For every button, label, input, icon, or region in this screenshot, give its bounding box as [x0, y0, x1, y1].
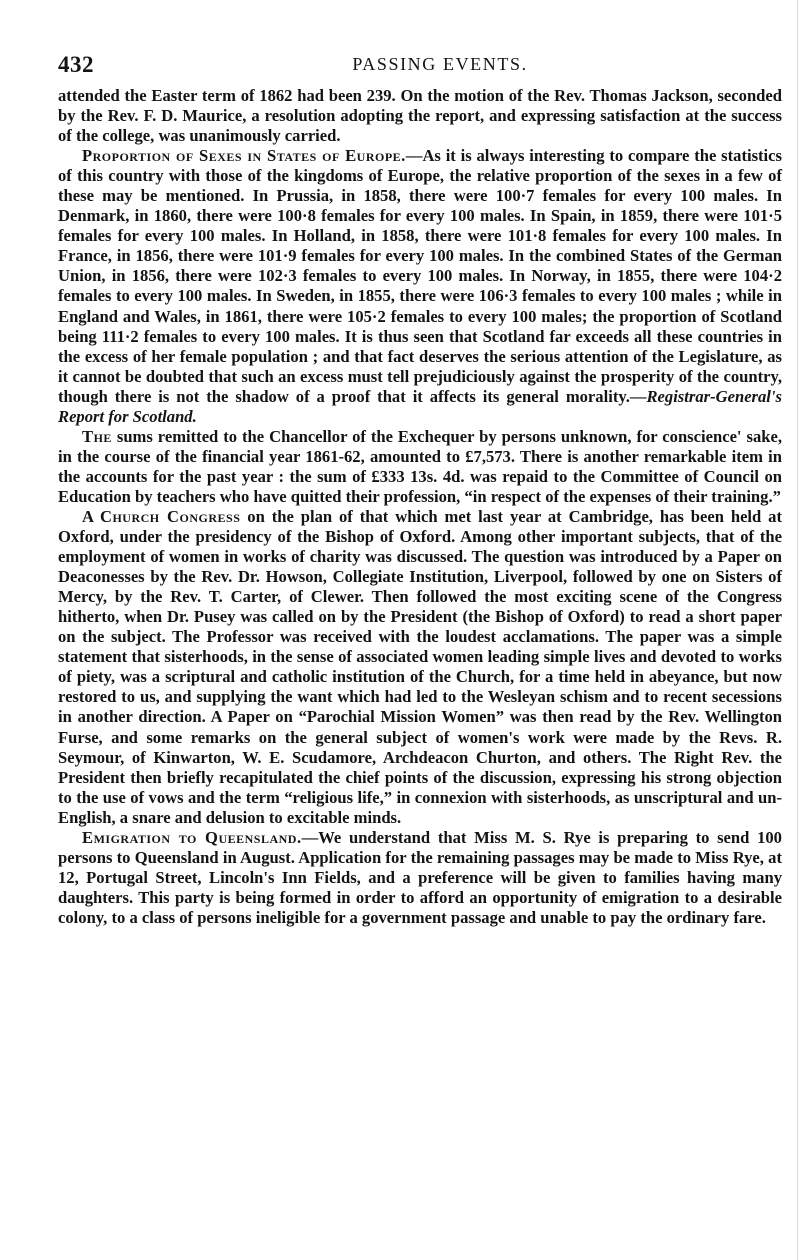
running-head	[58, 52, 782, 86]
paragraph-text: —As it is always interesting to compare the statistics of this country with those of the kingdoms of Europe, the relative proportion of the sexes in a few of these may be mentioned. In Prussia, in 1858, there were 100·7 females for every 100 males. In Denmark, in 1860, there were 100·8 females for every 100 males. In Spain, in 1859, there were 101·5 females for every 100 males. In Holland, in 1858, there were 101·8 females for every 100 males. In France, in 1856, there were 101·9 females for every 100 males. In the combined States of the German Union, in 1856, there were 102·3 females to every 100 males. In Norway, in 1855, there were 104·2 females to every 100 males. In Sweden, in 1855, there were 106·3 females to every 100 males ; while in England and Wales, in 1861, there were 105·2 females to every 100 males; the proportion of Scotland being 111·2 females to every 100 males. It is thus seen that Scotland far exceeds all these countries in the excess of her female population ; and that fact deserves the serious attention of the Legislature, as it cannot be doubted that such an excess must tell prejudiciously against the prosperity of the country, though there is not the shadow of a proof that it affects its general morality.—	[58, 146, 782, 406]
page	[58, 52, 782, 928]
paragraph-text: attended the Easter term of 1862 had been 239. On the motion of the Rev. Thomas Jackson, seconded by the Rev. F. D. Maurice, a resolution adopting the report, and expressing satisfaction at the success of the college, was unanimously carried.	[58, 86, 782, 146]
running-title: PASSING EVENTS.	[352, 54, 528, 74]
source-citation: Registrar-General's Report for Scotland.	[58, 386, 782, 426]
paragraph-text: on the plan of that which met last year at Cambridge, has been held at Oxford, under the presidency of the Bishop of Oxford. Among other important subjects, that of the employment of women in works of charity was discussed. The question was introduced by a Paper on Deaconesses by the Rev. Dr. Howson, Collegiate Institution, Liverpool, followed by one on Sisters of Mercy, by the Rev. T. Carter, of Clewer. Then followed the most exciting scene of the Congress hitherto, when Dr. Pusey was called on by the President (the Bishop of Oxford) to read a short paper on the subject. The Professor was received with the loudest acclamations. The paper was a simple statement that sisterhoods, in the sense of associated women leading simple lives and devoted to works of piety, was a scriptural and catholic institution of the Church, for a time held in abeyance, but now restored to us, and supplying the want which had led to the Wesleyan schism and to recent secessions in another direction. A Paper on “Parochial Mission Women” was then read by the Rev. Wellington Furse, and some remarks on the general subject of women's work were made by the Revs. R. Seymour, of Kinwarton, W. E. Scudamore, Archdeacon Churton, and others. The Right Rev. the President then briefly recapitulated the chief points of the discussion, expressing his strong objection to the use of vows and the term “religious life,” in connexion with sisterhoods, as unscriptural and un-English, a snare and delusion to excitable minds.	[58, 506, 782, 827]
section-heading: Emigration to Queensland.	[82, 827, 302, 847]
section-heading: Church Congress	[99, 506, 241, 526]
paragraph-text: sums remitted to the Chancellor of the Exchequer by persons unknown, for conscience' sake, in the course of the financial year 1861-62, amounted to £7,573. There is another remarkable item in the accounts for the past year : the sum of £333 13s. 4d. was repaid to the Committee of Council on Education by teachers who have quitted their profession, “in respect of the expenses of their training.”	[58, 426, 782, 506]
paragraph-proportion-of-sexes	[58, 146, 782, 427]
article-body	[58, 86, 782, 928]
paragraph-lead: A	[82, 506, 100, 526]
section-heading: The	[82, 426, 112, 446]
page-number: 432	[58, 52, 94, 77]
section-heading: Proportion of Sexes in States of Europe.	[82, 146, 406, 166]
page-edge-line	[797, 0, 798, 1260]
paragraph-text: —We understand that Miss M. S. Rye is preparing to send 100 persons to Queensland in August. Application for the remaining passages may be made to Miss Rye, at 12, Portugal Street, Lincoln's Inn Fields, and a preference will be given to families having many daughters. This party is being formed in order to afford an opportunity of emigration to a desirable colony, to a class of persons ineligible for a government passage and unable to pay the ordinary fare.	[58, 827, 782, 927]
paragraph-college-report	[58, 86, 782, 146]
paragraph-conscience-money	[58, 427, 782, 507]
paragraph-church-congress	[58, 507, 782, 828]
paragraph-emigration-queensland	[58, 828, 782, 928]
